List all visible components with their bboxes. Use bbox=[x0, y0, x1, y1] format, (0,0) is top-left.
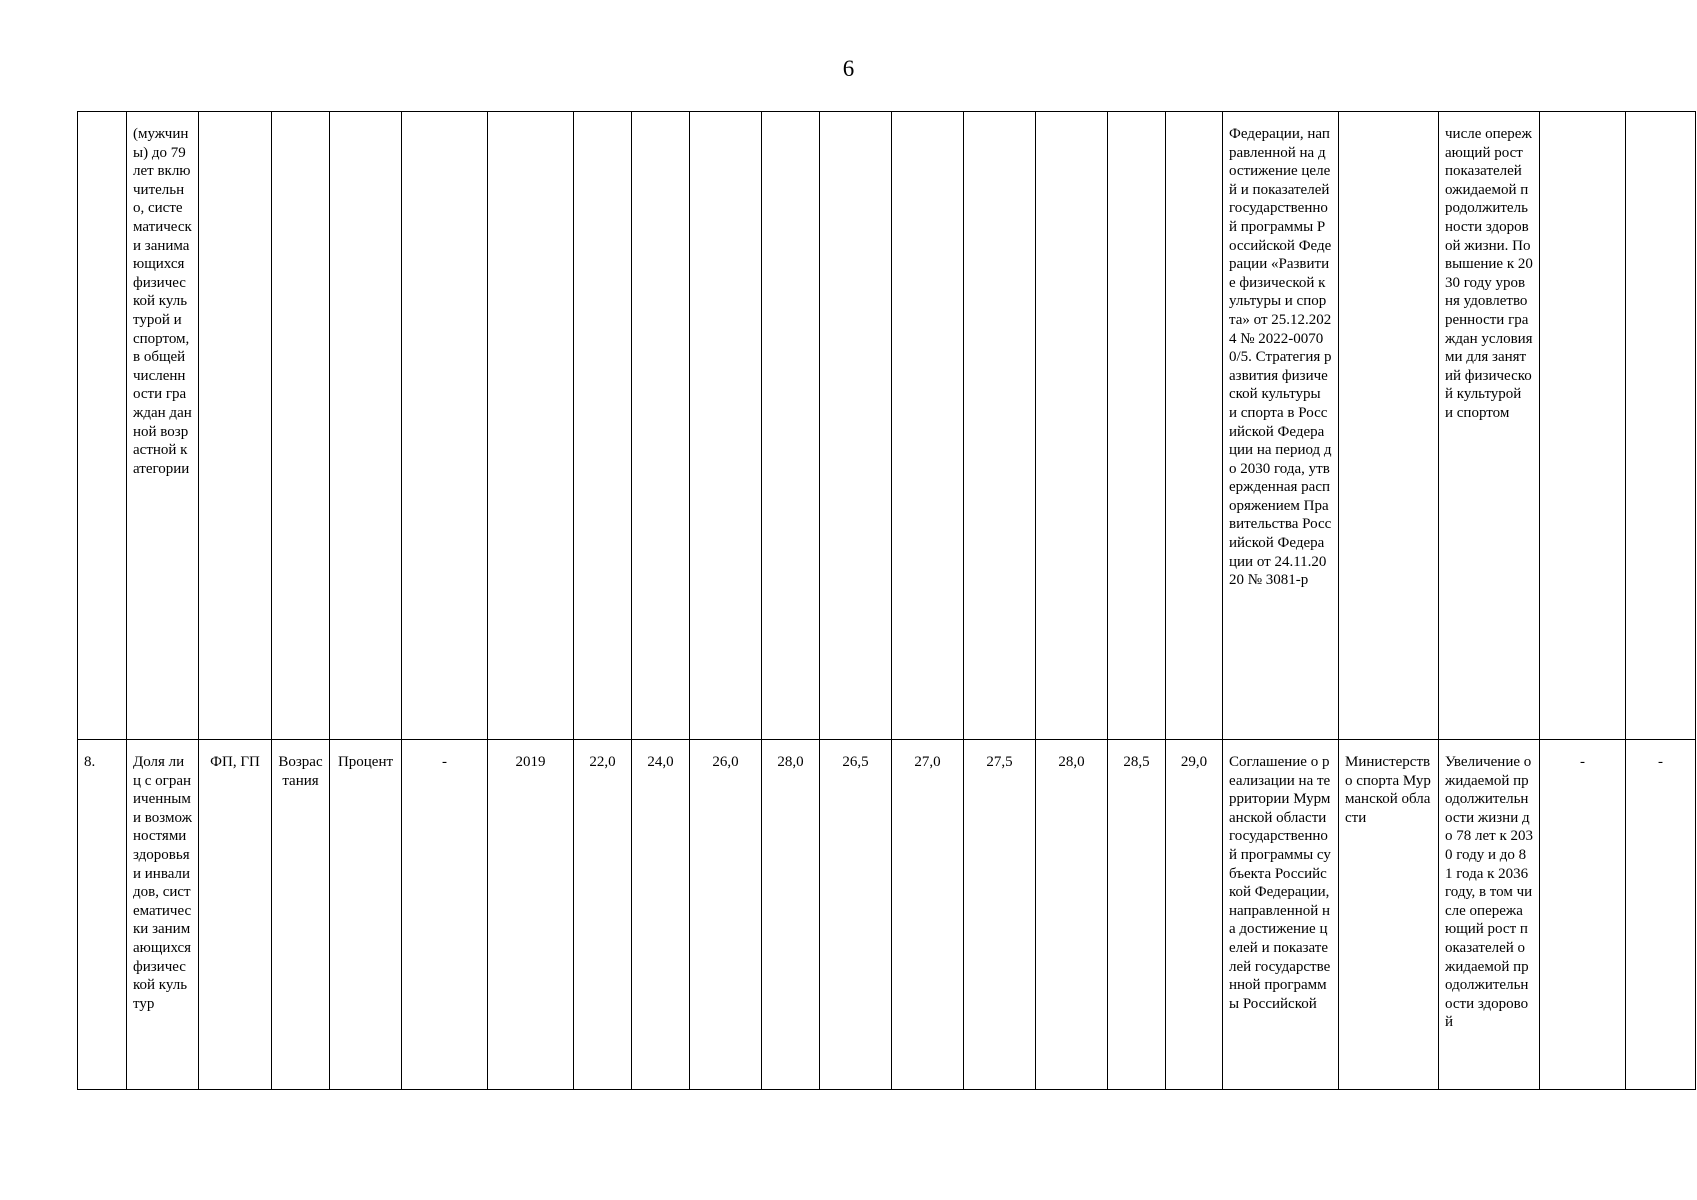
cell-text: 28,5 bbox=[1123, 754, 1150, 770]
table-cell bbox=[78, 740, 127, 1090]
table-cell bbox=[1339, 112, 1439, 740]
table-body bbox=[78, 112, 1696, 1090]
table-cell bbox=[1108, 740, 1166, 1090]
table-cell bbox=[199, 112, 272, 740]
table-cell bbox=[1626, 740, 1696, 1090]
cell-text: 2019 bbox=[515, 754, 546, 770]
table-row bbox=[78, 740, 1696, 1090]
table-cell bbox=[199, 740, 272, 1090]
table-cell bbox=[1108, 112, 1166, 740]
table-cell bbox=[1166, 740, 1223, 1090]
table-cell bbox=[964, 112, 1036, 740]
cell-text: Доля лиц с ограниченными возможностями здоровья и инвалидов, систематически занимающихся физической культур bbox=[133, 754, 195, 1012]
table-cell bbox=[127, 740, 199, 1090]
table-cell bbox=[488, 740, 574, 1090]
table-cell bbox=[1540, 740, 1626, 1090]
table-cell bbox=[964, 740, 1036, 1090]
cell-text: (мужчины) до 79 лет включительно, систематически занимающихся физической культурой и спортом, в общей численности граждан данной возрастной категории bbox=[133, 126, 194, 477]
table-cell bbox=[127, 112, 199, 740]
table-cell bbox=[574, 740, 632, 1090]
cell-text: - bbox=[1658, 754, 1663, 770]
table-cell bbox=[1540, 112, 1626, 740]
cell-text: 24,0 bbox=[647, 754, 674, 770]
cell-text: 26,0 bbox=[712, 754, 739, 770]
cell-text: Федерации, направленной на достижение целей и показателей государственной программы Российской Федерации «Развитие физической культуры и спорта» от 25.12.2024 № 2022-00700/5. Стратегия развития физической культуры и спорта в Российской Федерации на период до 2030 года, утвержденная распоряжением Правительства Российской Федерации от 24.11.2020 № 3081-р bbox=[1229, 126, 1334, 589]
table-cell bbox=[762, 112, 820, 740]
cell-text: Соглашение о реализации на территории Мурманской области государственной программы субъекта Российской Федерации, направленной на достижение целей и показателей государственной программы Российской bbox=[1229, 754, 1334, 1012]
table-cell bbox=[892, 112, 964, 740]
cell-text: 22,0 bbox=[589, 754, 616, 770]
table-cell bbox=[690, 740, 762, 1090]
page-number: 6 bbox=[842, 56, 855, 81]
table-cell bbox=[820, 740, 892, 1090]
table-cell bbox=[1166, 112, 1223, 740]
table-cell bbox=[402, 112, 488, 740]
table-cell bbox=[1223, 112, 1339, 740]
cell-text: 8. bbox=[84, 754, 96, 770]
table-cell bbox=[272, 112, 330, 740]
cell-text: 26,5 bbox=[842, 754, 869, 770]
table-cell bbox=[330, 112, 402, 740]
table-cell bbox=[820, 112, 892, 740]
table-cell bbox=[1223, 740, 1339, 1090]
cell-text: 27,0 bbox=[914, 754, 941, 770]
cell-text: 29,0 bbox=[1180, 754, 1208, 770]
table-cell bbox=[272, 740, 330, 1090]
cell-text: Возрастания bbox=[278, 754, 323, 789]
cell-text: 28,0 bbox=[1058, 754, 1085, 770]
table-cell bbox=[78, 112, 127, 740]
cell-text: - bbox=[1580, 754, 1585, 770]
cell-text: 27,5 bbox=[986, 754, 1013, 770]
table-cell bbox=[762, 740, 820, 1090]
cell-text: Процент bbox=[337, 754, 394, 770]
table-cell bbox=[1036, 112, 1108, 740]
table-row bbox=[78, 112, 1696, 740]
table-cell bbox=[632, 740, 690, 1090]
cell-text: Увеличение ожидаемой продолжительности жизни до 78 лет к 2030 году и до 81 года к 2036 году, в том числе опережающий рост показателей ожидаемой продолжительности здоровой bbox=[1445, 754, 1533, 1031]
cell-text: ФП, ГП bbox=[210, 754, 260, 770]
table-cell bbox=[1036, 740, 1108, 1090]
cell-text: - bbox=[442, 754, 447, 770]
table-cell bbox=[1339, 740, 1439, 1090]
cell-text: числе опережающий рост показателей ожидаемой продолжительности здоровой жизни. Повышение к 2030 году уровня удовлетворенности граждан условиями для занятий физической культурой и спортом bbox=[1445, 126, 1533, 421]
cell-text: 28,0 bbox=[777, 754, 804, 770]
table-cell bbox=[330, 740, 402, 1090]
table-cell bbox=[1439, 740, 1540, 1090]
table-cell bbox=[1439, 112, 1540, 740]
table-cell bbox=[690, 112, 762, 740]
table-cell bbox=[574, 112, 632, 740]
table-cell bbox=[1626, 112, 1696, 740]
cell-text: Министерство спорта Мурманской области bbox=[1345, 754, 1431, 826]
table-cell bbox=[892, 740, 964, 1090]
table-cell bbox=[488, 112, 574, 740]
indicators-table bbox=[77, 111, 1696, 1090]
table-cell bbox=[402, 740, 488, 1090]
table-cell bbox=[632, 112, 690, 740]
